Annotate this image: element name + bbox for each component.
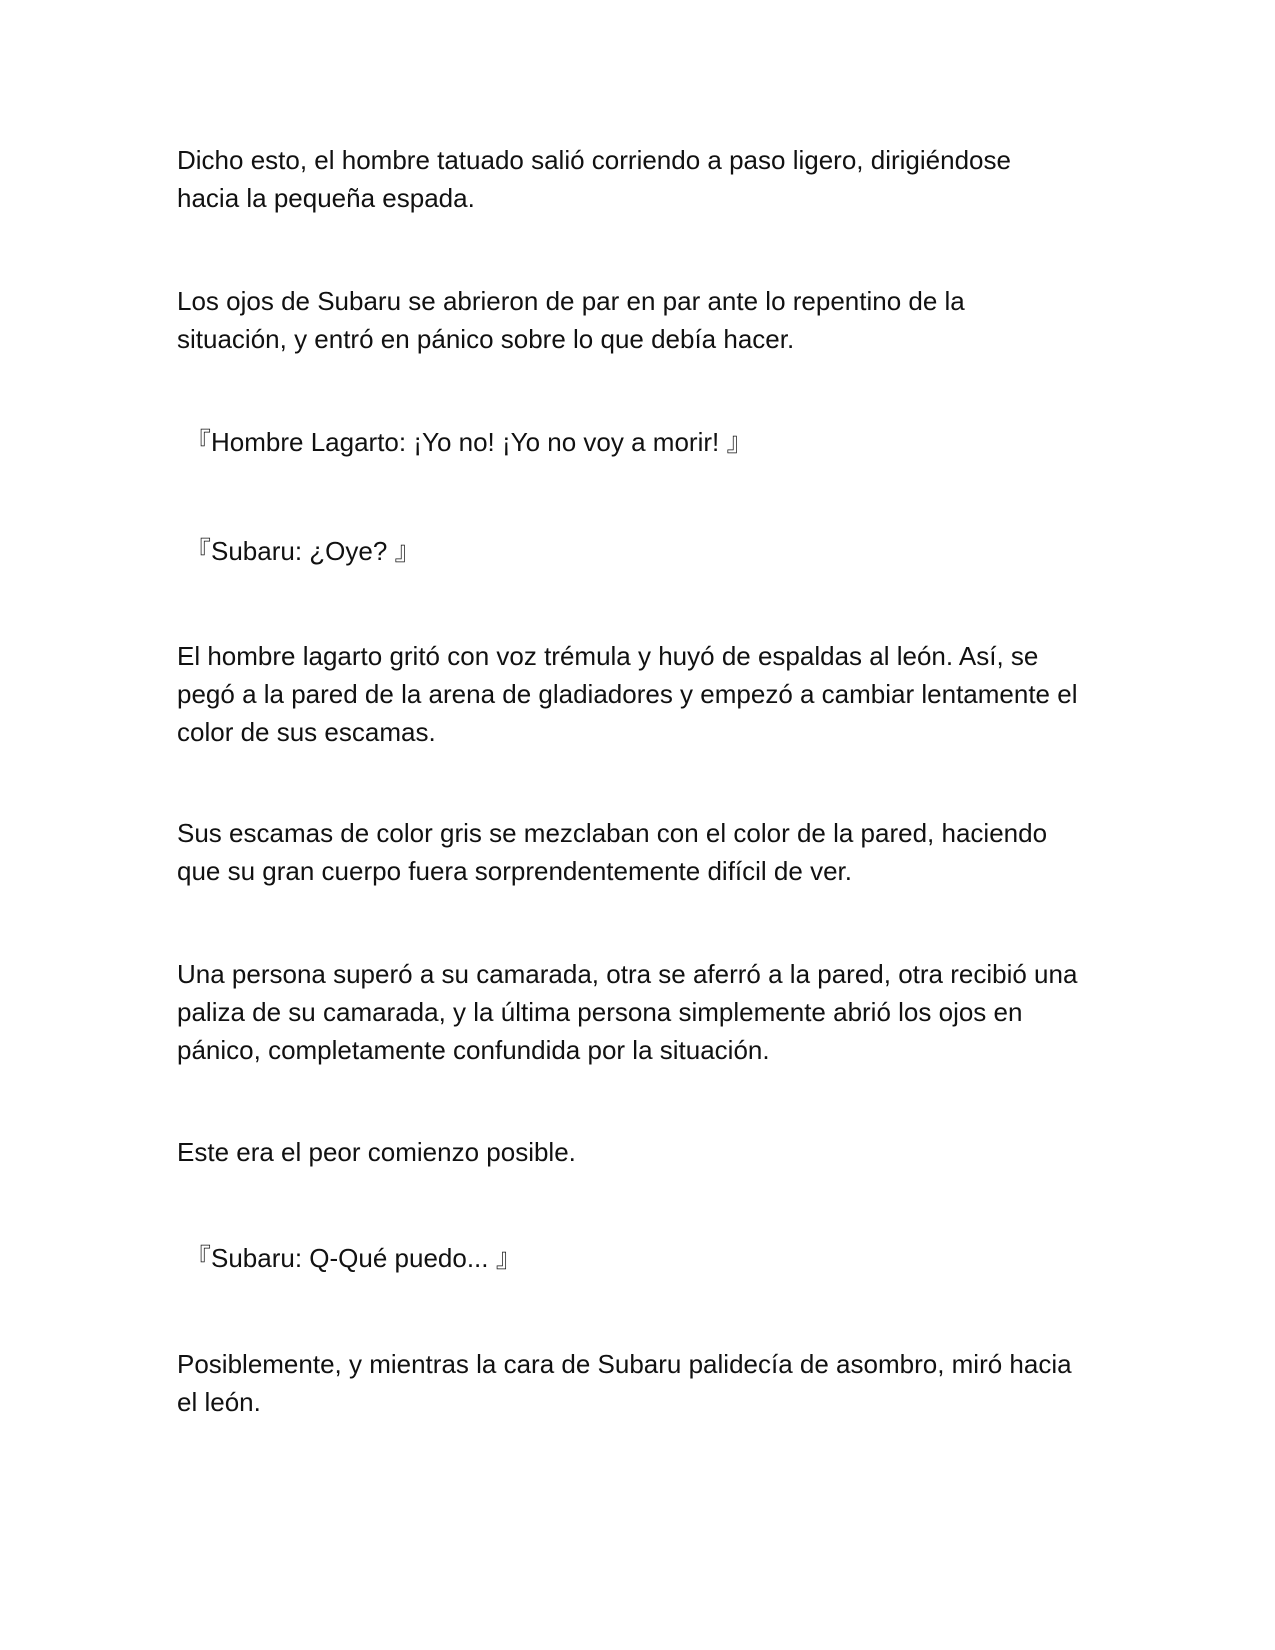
dialogue-line: 『Subaru: Q-Qué puedo... 』: [185, 1243, 522, 1273]
text-line: Posiblemente, y mientras la cara de Subaru palidecía de asombro, miró hacia: [177, 1349, 1072, 1379]
paragraph-3: [177, 637, 1117, 751]
text-line: El hombre lagarto gritó con voz trémula y huyó de espaldas al león. Así, se: [177, 641, 1039, 671]
paragraph-6: [177, 1133, 1117, 1171]
text-line: hacia la pequeña espada.: [177, 183, 475, 213]
text-line: Dicho esto, el hombre tatuado salió corriendo a paso ligero, dirigiéndose: [177, 145, 1011, 175]
paragraph-4: [177, 814, 1117, 890]
paragraph-2: [177, 282, 1117, 358]
paragraph-5: [177, 955, 1117, 1069]
text-line: el león.: [177, 1387, 261, 1417]
dialogue-line: 『Hombre Lagarto: ¡Yo no! ¡Yo no voy a morir! 』: [185, 427, 753, 457]
text-line: pegó a la pared de la arena de gladiadores y empezó a cambiar lentamente el: [177, 679, 1078, 709]
text-line: situación, y entró en pánico sobre lo que debía hacer.: [177, 324, 795, 354]
dialogue-3: [185, 1239, 1125, 1277]
text-line: Este era el peor comienzo posible.: [177, 1137, 576, 1167]
text-line: Los ojos de Subaru se abrieron de par en par ante lo repentino de la: [177, 286, 965, 316]
text-line: paliza de su camarada, y la última persona simplemente abrió los ojos en: [177, 997, 1023, 1027]
text-line: Sus escamas de color gris se mezclaban con el color de la pared, haciendo: [177, 818, 1048, 848]
text-line: Una persona superó a su camarada, otra se aferró a la pared, otra recibió una: [177, 959, 1078, 989]
dialogue-2: [185, 532, 1125, 570]
text-line: que su gran cuerpo fuera sorprendentemente difícil de ver.: [177, 856, 852, 886]
paragraph-7: [177, 1345, 1117, 1421]
text-line: pánico, completamente confundida por la situación.: [177, 1035, 770, 1065]
dialogue-line: 『Subaru: ¿Oye? 』: [185, 536, 421, 566]
paragraph-1: [177, 141, 1117, 217]
text-line: color de sus escamas.: [177, 717, 436, 747]
dialogue-1: [185, 423, 1125, 461]
